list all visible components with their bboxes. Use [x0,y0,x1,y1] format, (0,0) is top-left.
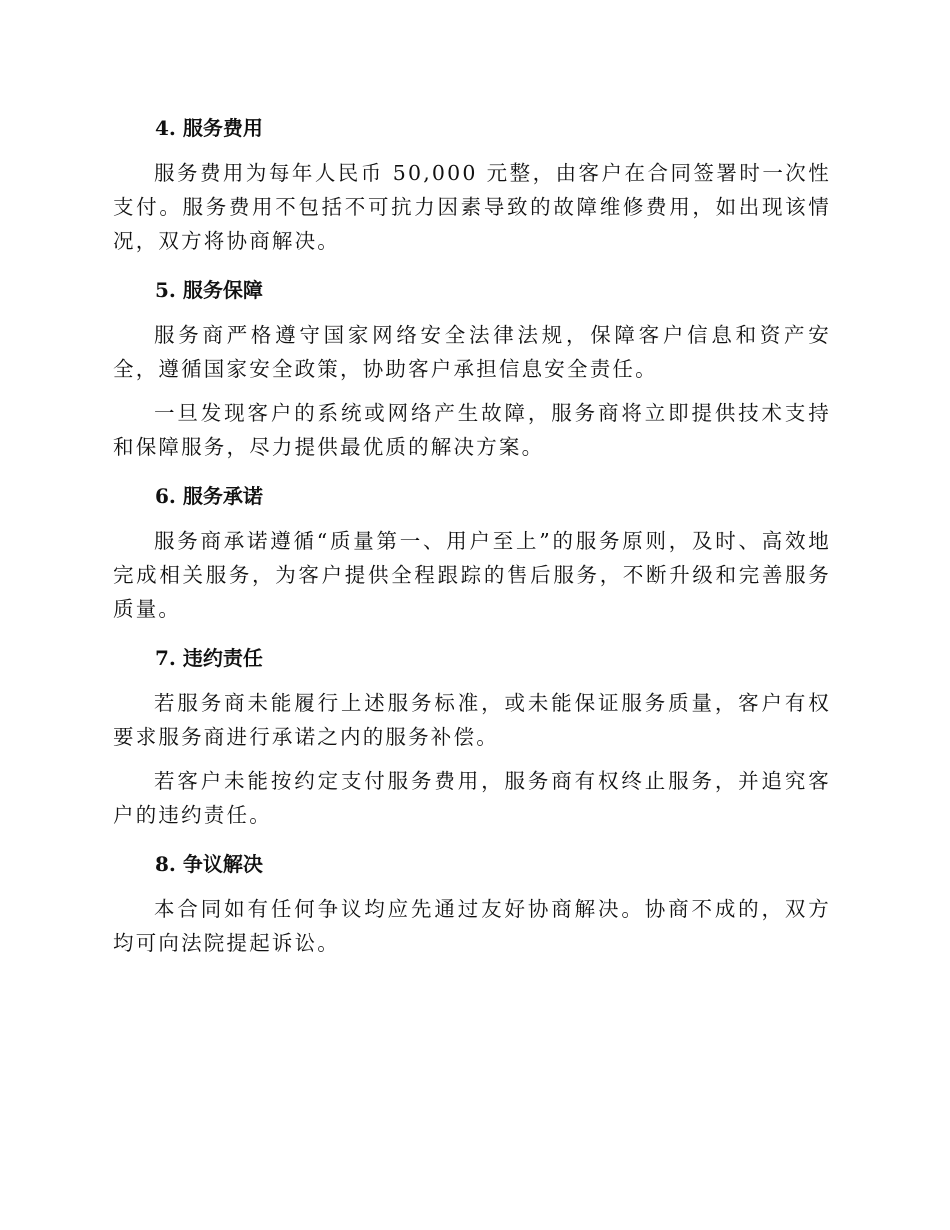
section-paragraph: 若客户未能按约定支付服务费用，服务商有权终止服务，并追究客户的违约责任。 [113,769,831,827]
section-paragraph: 服务商承诺遵循“质量第一、用户至上”的服务原则，及时、高效地完成相关服务，为客户提供全程跟踪的售后服务，不断升级和完善服务质量。 [113,529,831,621]
section-service-fee [113,108,831,258]
section-paragraph: 服务费用为每年人民币 50,000 元整，由客户在合同签署时一次性支付。服务费用不包括不可抗力因素导致的故障维修费用，如出现该情况，双方将协商解决。 [113,161,831,253]
section-heading: 4. 服务费用 [155,116,263,140]
section-heading: 7. 违约责任 [155,646,263,670]
section-paragraph: 本合同如有任何争议均应先通过友好协商解决。协商不成的，双方均可向法院提起诉讼。 [113,897,831,955]
section-service-commitment [113,476,831,626]
section-paragraph: 若服务商未能履行上述服务标准，或未能保证服务质量，客户有权要求服务商进行承诺之内的服务补偿。 [113,691,831,749]
section-service-guarantee [113,270,831,464]
section-heading: 6. 服务承诺 [155,484,263,508]
section-breach-liability [113,638,831,832]
section-dispute-resolution [113,844,831,960]
section-heading: 5. 服务保障 [155,278,263,302]
section-paragraph: 一旦发现客户的系统或网络产生故障，服务商将立即提供技术支持和保障服务，尽力提供最优质的解决方案。 [113,401,831,459]
document-page [113,108,831,960]
section-heading: 8. 争议解决 [155,852,263,876]
section-paragraph: 服务商严格遵守国家网络安全法律法规，保障客户信息和资产安全，遵循国家安全政策，协助客户承担信息安全责任。 [113,323,831,381]
